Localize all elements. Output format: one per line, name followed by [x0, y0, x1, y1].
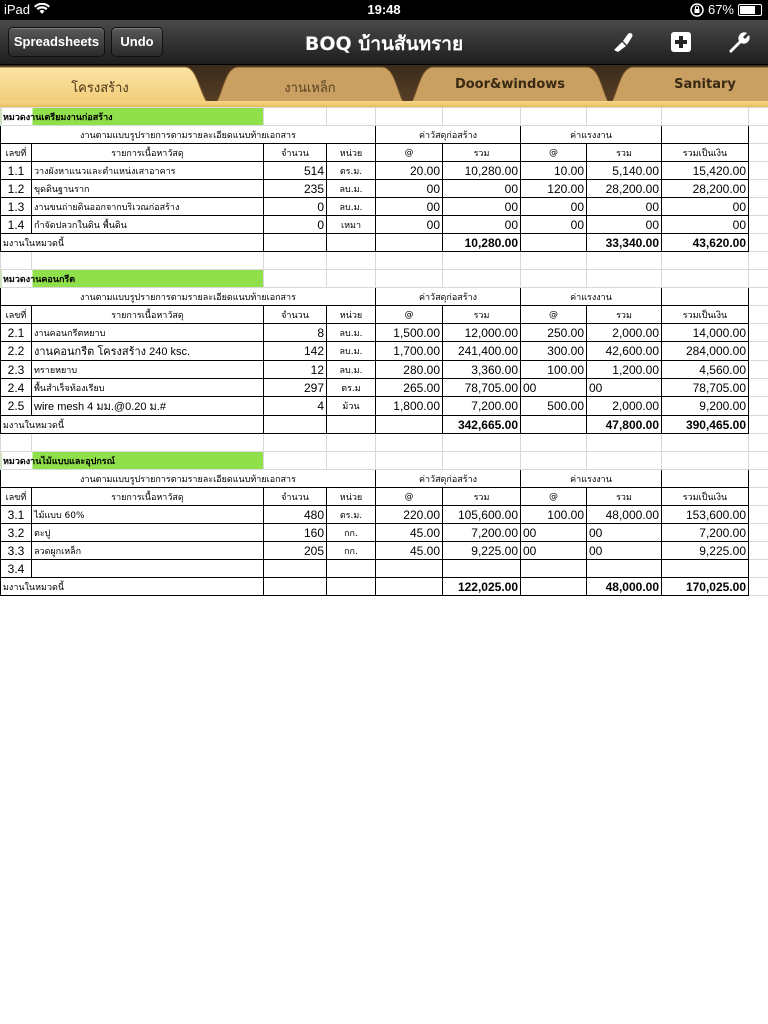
empty-cell[interactable]	[32, 434, 264, 452]
orientation-lock-icon	[690, 3, 704, 17]
header-material[interactable]: ค่าวัสดุก่อสร้าง	[376, 288, 521, 306]
header-total[interactable]: รวมเป็นเงิน	[662, 306, 749, 324]
row-total[interactable]: 284,000.00	[662, 342, 749, 361]
empty-cell[interactable]	[749, 524, 768, 542]
material-unit-price[interactable]: 1,500.00	[376, 324, 443, 342]
quantity[interactable]	[264, 560, 327, 578]
empty-cell[interactable]	[749, 560, 768, 578]
material-total[interactable]: 10,280.00	[443, 234, 521, 252]
material-sum[interactable]: 3,360.00	[443, 361, 521, 379]
empty-cell[interactable]	[749, 306, 768, 324]
item-number[interactable]: 1.1	[1, 162, 32, 180]
labor-unit-price[interactable]: 300.00	[521, 342, 587, 361]
empty-cell[interactable]	[662, 288, 749, 306]
material-sum[interactable]: 78,705.00	[443, 379, 521, 397]
empty-cell[interactable]	[749, 144, 768, 162]
empty-cell[interactable]	[376, 416, 443, 434]
header-at[interactable]: @	[521, 488, 587, 506]
grand-total[interactable]: 43,620.00	[662, 234, 749, 252]
table-row	[1, 397, 768, 416]
material-sum[interactable]: 00	[443, 180, 521, 198]
grand-total[interactable]: 390,465.00	[662, 416, 749, 434]
table-row	[1, 560, 768, 578]
header-total[interactable]: รวมเป็นเงิน	[662, 144, 749, 162]
empty-cell[interactable]	[662, 108, 749, 126]
empty-cell[interactable]	[749, 162, 768, 180]
empty-cell[interactable]	[587, 270, 662, 288]
empty-cell[interactable]	[376, 270, 443, 288]
labor-total[interactable]: 33,340.00	[587, 234, 662, 252]
paintbrush-icon[interactable]	[610, 30, 636, 54]
header-sum[interactable]: รวม	[443, 306, 521, 324]
header-no[interactable]: เลขที่	[1, 488, 32, 506]
empty-cell[interactable]	[521, 578, 587, 596]
section-title[interactable]: หมวดงานไม้แบบและอุปกรณ์	[1, 452, 264, 470]
unit[interactable]: กก.	[327, 542, 376, 560]
table-row	[1, 524, 768, 542]
header-sum[interactable]: รวม	[587, 144, 662, 162]
labor-sum[interactable]: 00	[587, 524, 662, 542]
labor-unit-price[interactable]: 100.00	[521, 506, 587, 524]
spreadsheets-button[interactable]: Spreadsheets	[8, 27, 105, 57]
material-total[interactable]: 342,665.00	[443, 416, 521, 434]
empty-cell[interactable]	[749, 379, 768, 397]
labor-unit-price[interactable]: 00	[521, 198, 587, 216]
unit[interactable]: กก.	[327, 524, 376, 542]
material-sum[interactable]: 105,600.00	[443, 506, 521, 524]
labor-unit-price[interactable]: 250.00	[521, 324, 587, 342]
header-sum[interactable]: รวม	[587, 488, 662, 506]
empty-cell[interactable]	[749, 234, 768, 252]
empty-cell[interactable]	[443, 270, 521, 288]
table-row	[1, 542, 768, 560]
item-description[interactable]: งานคอนกรีต โครงสร้าง 240 ksc.	[32, 342, 264, 361]
labor-sum[interactable]: 28,200.00	[587, 180, 662, 198]
header-row-group	[1, 126, 768, 144]
empty-cell[interactable]	[749, 216, 768, 234]
tab-label: Door&windows	[454, 77, 566, 92]
empty-cell[interactable]	[749, 252, 768, 270]
labor-sum[interactable]: 00	[587, 198, 662, 216]
empty-cell[interactable]	[749, 108, 768, 126]
empty-cell[interactable]	[376, 578, 443, 596]
quantity[interactable]: 480	[264, 506, 327, 524]
material-sum[interactable]: 7,200.00	[443, 397, 521, 416]
status-right	[690, 2, 762, 17]
item-description[interactable]: ทรายหยาบ	[32, 361, 264, 379]
labor-sum[interactable]: 2,000.00	[587, 397, 662, 416]
material-unit-price[interactable]: 280.00	[376, 361, 443, 379]
material-unit-price[interactable]: 00	[376, 180, 443, 198]
quantity[interactable]: 235	[264, 180, 327, 198]
empty-cell[interactable]	[749, 270, 768, 288]
section-title[interactable]: หมวดงานคอนกรีต	[1, 270, 264, 288]
unit[interactable]: เหมา	[327, 216, 376, 234]
header-sum[interactable]: รวม	[587, 306, 662, 324]
empty-cell[interactable]	[264, 252, 327, 270]
empty-cell[interactable]	[376, 434, 443, 452]
item-description[interactable]: ลวดผูกเหล็ก	[32, 542, 264, 560]
quantity[interactable]: 297	[264, 379, 327, 397]
item-description[interactable]: วางผังหาแนวและตำแหน่งเสาอาคาร	[32, 162, 264, 180]
header-row-group	[1, 288, 768, 306]
material-sum[interactable]: 10,280.00	[443, 162, 521, 180]
header-unit[interactable]: หน่วย	[327, 306, 376, 324]
wrench-icon[interactable]	[726, 30, 752, 54]
labor-unit-price[interactable]: 100.00	[521, 361, 587, 379]
labor-sum[interactable]	[587, 560, 662, 578]
empty-cell[interactable]	[521, 434, 587, 452]
item-description[interactable]: พื้นสำเร็จท้องเรียบ	[32, 379, 264, 397]
navigation-bar	[0, 20, 768, 65]
header-sum[interactable]: รวม	[443, 488, 521, 506]
item-description[interactable]: ไม้แบบ 60%	[32, 506, 264, 524]
labor-unit-price[interactable]: 00	[521, 542, 587, 560]
empty-cell[interactable]	[662, 252, 749, 270]
unit[interactable]: ตร.ม.	[327, 162, 376, 180]
status-bar	[0, 0, 768, 20]
material-unit-price[interactable]: 1,700.00	[376, 342, 443, 361]
header-at[interactable]: @	[521, 144, 587, 162]
quantity[interactable]: 514	[264, 162, 327, 180]
labor-total[interactable]: 47,800.00	[587, 416, 662, 434]
battery-icon	[738, 4, 762, 16]
labor-total[interactable]: 48,000.00	[587, 578, 662, 596]
empty-cell[interactable]	[587, 452, 662, 470]
subtotal-label[interactable]: มงานในหมวดนี้	[1, 416, 264, 434]
empty-cell[interactable]	[749, 361, 768, 379]
item-description[interactable]	[32, 560, 264, 578]
item-number[interactable]: 3.3	[1, 542, 32, 560]
row-total[interactable]: 4,560.00	[662, 361, 749, 379]
empty-cell[interactable]	[376, 234, 443, 252]
item-number[interactable]: 2.3	[1, 361, 32, 379]
table-row	[1, 361, 768, 379]
empty-cell[interactable]	[749, 397, 768, 416]
quantity[interactable]: 0	[264, 198, 327, 216]
empty-cell[interactable]	[749, 416, 768, 434]
empty-cell[interactable]	[327, 578, 376, 596]
item-description[interactable]: กำจัดปลวกในดิน พื้นดิน	[32, 216, 264, 234]
item-description[interactable]: งานคอนกรีตหยาบ	[32, 324, 264, 342]
labor-sum[interactable]: 5,140.00	[587, 162, 662, 180]
spacer-row	[1, 434, 768, 452]
empty-cell[interactable]	[749, 488, 768, 506]
material-sum[interactable]: 00	[443, 198, 521, 216]
empty-cell[interactable]	[327, 452, 376, 470]
header-item[interactable]: รายการเนื้อหาวัสดุ	[32, 488, 264, 506]
header-qty[interactable]: จำนวน	[264, 306, 327, 324]
material-sum[interactable]: 9,225.00	[443, 542, 521, 560]
labor-unit-price[interactable]	[521, 560, 587, 578]
header-sum[interactable]: รวม	[443, 144, 521, 162]
empty-cell[interactable]	[521, 234, 587, 252]
empty-cell[interactable]	[749, 324, 768, 342]
empty-cell[interactable]	[376, 252, 443, 270]
empty-cell[interactable]	[376, 108, 443, 126]
row-total[interactable]: 9,200.00	[662, 397, 749, 416]
undo-button[interactable]: Undo	[111, 27, 163, 57]
empty-cell[interactable]	[264, 452, 327, 470]
header-at[interactable]: @	[376, 488, 443, 506]
empty-cell[interactable]	[749, 470, 768, 488]
item-number[interactable]: 1.3	[1, 198, 32, 216]
tab-label: Sanitary	[674, 77, 736, 92]
header-unit[interactable]: หน่วย	[327, 144, 376, 162]
header-qty[interactable]: จำนวน	[264, 144, 327, 162]
device-label: iPad	[4, 2, 50, 17]
header-material[interactable]: ค่าวัสดุก่อสร้าง	[376, 470, 521, 488]
grand-total[interactable]: 170,025.00	[662, 578, 749, 596]
material-sum[interactable]: 241,400.00	[443, 342, 521, 361]
header-no[interactable]: เลขที่	[1, 144, 32, 162]
quantity[interactable]: 4	[264, 397, 327, 416]
item-number[interactable]: 2.5	[1, 397, 32, 416]
item-number[interactable]: 2.4	[1, 379, 32, 397]
unit[interactable]: ลบ.ม.	[327, 361, 376, 379]
material-unit-price[interactable]: 00	[376, 216, 443, 234]
item-number[interactable]: 3.1	[1, 506, 32, 524]
empty-cell[interactable]	[521, 270, 587, 288]
spacer-row	[1, 252, 768, 270]
table-row	[1, 180, 768, 198]
labor-unit-price[interactable]: 500.00	[521, 397, 587, 416]
material-unit-price[interactable]: 265.00	[376, 379, 443, 397]
boq-table	[0, 107, 768, 596]
empty-cell[interactable]	[264, 108, 327, 126]
section-title-row	[1, 452, 768, 470]
row-total[interactable]: 9,225.00	[662, 542, 749, 560]
material-unit-price[interactable]: 45.00	[376, 524, 443, 542]
quantity[interactable]: 160	[264, 524, 327, 542]
labor-sum[interactable]: 00	[587, 379, 662, 397]
labor-sum[interactable]: 00	[587, 542, 662, 560]
empty-cell[interactable]	[521, 108, 587, 126]
header-row-columns	[1, 306, 768, 324]
item-number[interactable]: 1.2	[1, 180, 32, 198]
row-total[interactable]: 14,000.00	[662, 324, 749, 342]
header-labor[interactable]: ค่าแรงงาน	[521, 470, 662, 488]
unit[interactable]: ลบ.ม.	[327, 198, 376, 216]
spreadsheet-grid[interactable]	[0, 107, 768, 596]
empty-cell[interactable]	[443, 452, 521, 470]
item-number[interactable]: 2.1	[1, 324, 32, 342]
item-description[interactable]: งานขนถ่ายดินออกจากบริเวณก่อสร้าง	[32, 198, 264, 216]
material-unit-price[interactable]	[376, 560, 443, 578]
labor-unit-price[interactable]: 120.00	[521, 180, 587, 198]
section-title-row	[1, 108, 768, 126]
empty-cell[interactable]	[264, 416, 327, 434]
header-no[interactable]: เลขที่	[1, 306, 32, 324]
quantity[interactable]: 205	[264, 542, 327, 560]
section-title-row	[1, 270, 768, 288]
empty-cell[interactable]	[587, 108, 662, 126]
row-total[interactable]: 00	[662, 198, 749, 216]
row-total[interactable]: 153,600.00	[662, 506, 749, 524]
labor-unit-price[interactable]: 00	[521, 379, 587, 397]
row-total[interactable]: 15,420.00	[662, 162, 749, 180]
empty-cell[interactable]	[749, 452, 768, 470]
section-title[interactable]: หมวดงานเตรียมงานก่อสร้าง	[1, 108, 264, 126]
empty-cell[interactable]	[327, 108, 376, 126]
row-total[interactable]: 00	[662, 216, 749, 234]
table-row	[1, 198, 768, 216]
empty-cell[interactable]	[32, 252, 264, 270]
header-row-group	[1, 470, 768, 488]
empty-cell[interactable]	[327, 434, 376, 452]
quantity[interactable]: 8	[264, 324, 327, 342]
row-total[interactable]: 28,200.00	[662, 180, 749, 198]
unit[interactable]: ลบ.ม.	[327, 180, 376, 198]
quantity[interactable]: 0	[264, 216, 327, 234]
empty-cell[interactable]	[521, 452, 587, 470]
subtotal-row	[1, 416, 768, 434]
quantity[interactable]: 12	[264, 361, 327, 379]
item-description[interactable]: wire mesh 4 มม.@0.20 ม.#	[32, 397, 264, 416]
row-total[interactable]: 7,200.00	[662, 524, 749, 542]
unit[interactable]: ลบ.ม.	[327, 342, 376, 361]
empty-cell[interactable]	[662, 126, 749, 144]
battery-percent: 67%	[707, 2, 734, 17]
header-total[interactable]: รวมเป็นเงิน	[662, 488, 749, 506]
labor-sum[interactable]: 2,000.00	[587, 324, 662, 342]
empty-cell[interactable]	[749, 542, 768, 560]
subtotal-row	[1, 578, 768, 596]
unit[interactable]	[327, 560, 376, 578]
labor-sum[interactable]: 48,000.00	[587, 506, 662, 524]
header-unit[interactable]: หน่วย	[327, 488, 376, 506]
header-item[interactable]: รายการเนื้อหาวัสดุ	[32, 144, 264, 162]
add-icon[interactable]	[668, 30, 694, 54]
labor-unit-price[interactable]: 10.00	[521, 162, 587, 180]
header-item[interactable]: รายการเนื้อหาวัสดุ	[32, 306, 264, 324]
empty-cell[interactable]	[264, 578, 327, 596]
table-row	[1, 324, 768, 342]
tab-label: งานเหล็ก	[284, 81, 336, 96]
empty-cell[interactable]	[443, 434, 521, 452]
empty-cell[interactable]	[749, 434, 768, 452]
empty-cell[interactable]	[749, 126, 768, 144]
header-desc-group[interactable]: งานตามแบบรูปรายการตามรายละเอียดแนบท้ายเอกสาร	[1, 288, 376, 306]
empty-cell[interactable]	[662, 470, 749, 488]
header-labor[interactable]: ค่าแรงงาน	[521, 126, 662, 144]
empty-cell[interactable]	[327, 234, 376, 252]
row-total[interactable]	[662, 560, 749, 578]
empty-cell[interactable]	[1, 252, 32, 270]
empty-cell[interactable]	[327, 270, 376, 288]
empty-cell[interactable]	[521, 252, 587, 270]
header-at[interactable]: @	[376, 144, 443, 162]
unit[interactable]: ลบ.ม.	[327, 324, 376, 342]
row-total[interactable]: 78,705.00	[662, 379, 749, 397]
table-row	[1, 506, 768, 524]
empty-cell[interactable]	[521, 416, 587, 434]
material-unit-price[interactable]: 00	[376, 198, 443, 216]
empty-cell[interactable]	[587, 252, 662, 270]
unit[interactable]: ม้วน	[327, 397, 376, 416]
empty-cell[interactable]	[327, 416, 376, 434]
item-number[interactable]: 3.4	[1, 560, 32, 578]
material-unit-price[interactable]: 220.00	[376, 506, 443, 524]
empty-cell[interactable]	[443, 252, 521, 270]
header-row-columns	[1, 488, 768, 506]
header-at[interactable]: @	[376, 306, 443, 324]
quantity[interactable]: 142	[264, 342, 327, 361]
item-number[interactable]: 1.4	[1, 216, 32, 234]
header-desc-group[interactable]: งานตามแบบรูปรายการตามรายละเอียดแนบท้ายเอกสาร	[1, 126, 376, 144]
table-row	[1, 342, 768, 361]
unit[interactable]: ตร.ม	[327, 379, 376, 397]
header-desc-group[interactable]: งานตามแบบรูปรายการตามรายละเอียดแนบท้ายเอกสาร	[1, 470, 376, 488]
header-at[interactable]: @	[521, 306, 587, 324]
header-material[interactable]: ค่าวัสดุก่อสร้าง	[376, 126, 521, 144]
empty-cell[interactable]	[1, 434, 32, 452]
subtotal-label[interactable]: มงานในหมวดนี้	[1, 234, 264, 252]
status-time: 19:48	[367, 2, 401, 17]
empty-cell[interactable]	[376, 452, 443, 470]
empty-cell[interactable]	[749, 180, 768, 198]
labor-unit-price[interactable]: 00	[521, 216, 587, 234]
empty-cell[interactable]	[264, 270, 327, 288]
empty-cell[interactable]	[662, 270, 749, 288]
material-sum[interactable]	[443, 560, 521, 578]
empty-cell[interactable]	[443, 108, 521, 126]
empty-cell[interactable]	[749, 342, 768, 361]
unit[interactable]: ตร.ม.	[327, 506, 376, 524]
empty-cell[interactable]	[662, 452, 749, 470]
header-qty[interactable]: จำนวน	[264, 488, 327, 506]
material-unit-price[interactable]: 45.00	[376, 542, 443, 560]
material-sum[interactable]: 00	[443, 216, 521, 234]
labor-sum[interactable]: 00	[587, 216, 662, 234]
labor-sum[interactable]: 42,600.00	[587, 342, 662, 361]
document-title: BOQ บ้านสันทราย	[304, 33, 464, 55]
item-description[interactable]: ขุดดินฐานราก	[32, 180, 264, 198]
header-row-columns	[1, 144, 768, 162]
item-number[interactable]: 3.2	[1, 524, 32, 542]
material-total[interactable]: 122,025.00	[443, 578, 521, 596]
table-row	[1, 162, 768, 180]
item-number[interactable]: 2.2	[1, 342, 32, 361]
labor-unit-price[interactable]: 00	[521, 524, 587, 542]
empty-cell[interactable]	[749, 288, 768, 306]
empty-cell[interactable]	[662, 434, 749, 452]
empty-cell[interactable]	[587, 434, 662, 452]
material-unit-price[interactable]: 20.00	[376, 162, 443, 180]
material-sum[interactable]: 12,000.00	[443, 324, 521, 342]
material-unit-price[interactable]: 1,800.00	[376, 397, 443, 416]
subtotal-label[interactable]: มงานในหมวดนี้	[1, 578, 264, 596]
material-sum[interactable]: 7,200.00	[443, 524, 521, 542]
table-row	[1, 216, 768, 234]
subtotal-row	[1, 234, 768, 252]
empty-cell[interactable]	[749, 198, 768, 216]
item-description[interactable]: ตะปู	[32, 524, 264, 542]
empty-cell[interactable]	[264, 234, 327, 252]
empty-cell[interactable]	[749, 578, 768, 596]
empty-cell[interactable]	[749, 506, 768, 524]
tab-label: โครงสร้าง	[71, 81, 129, 96]
empty-cell[interactable]	[264, 434, 327, 452]
header-labor[interactable]: ค่าแรงงาน	[521, 288, 662, 306]
table-row	[1, 379, 768, 397]
empty-cell[interactable]	[327, 252, 376, 270]
labor-sum[interactable]: 1,200.00	[587, 361, 662, 379]
